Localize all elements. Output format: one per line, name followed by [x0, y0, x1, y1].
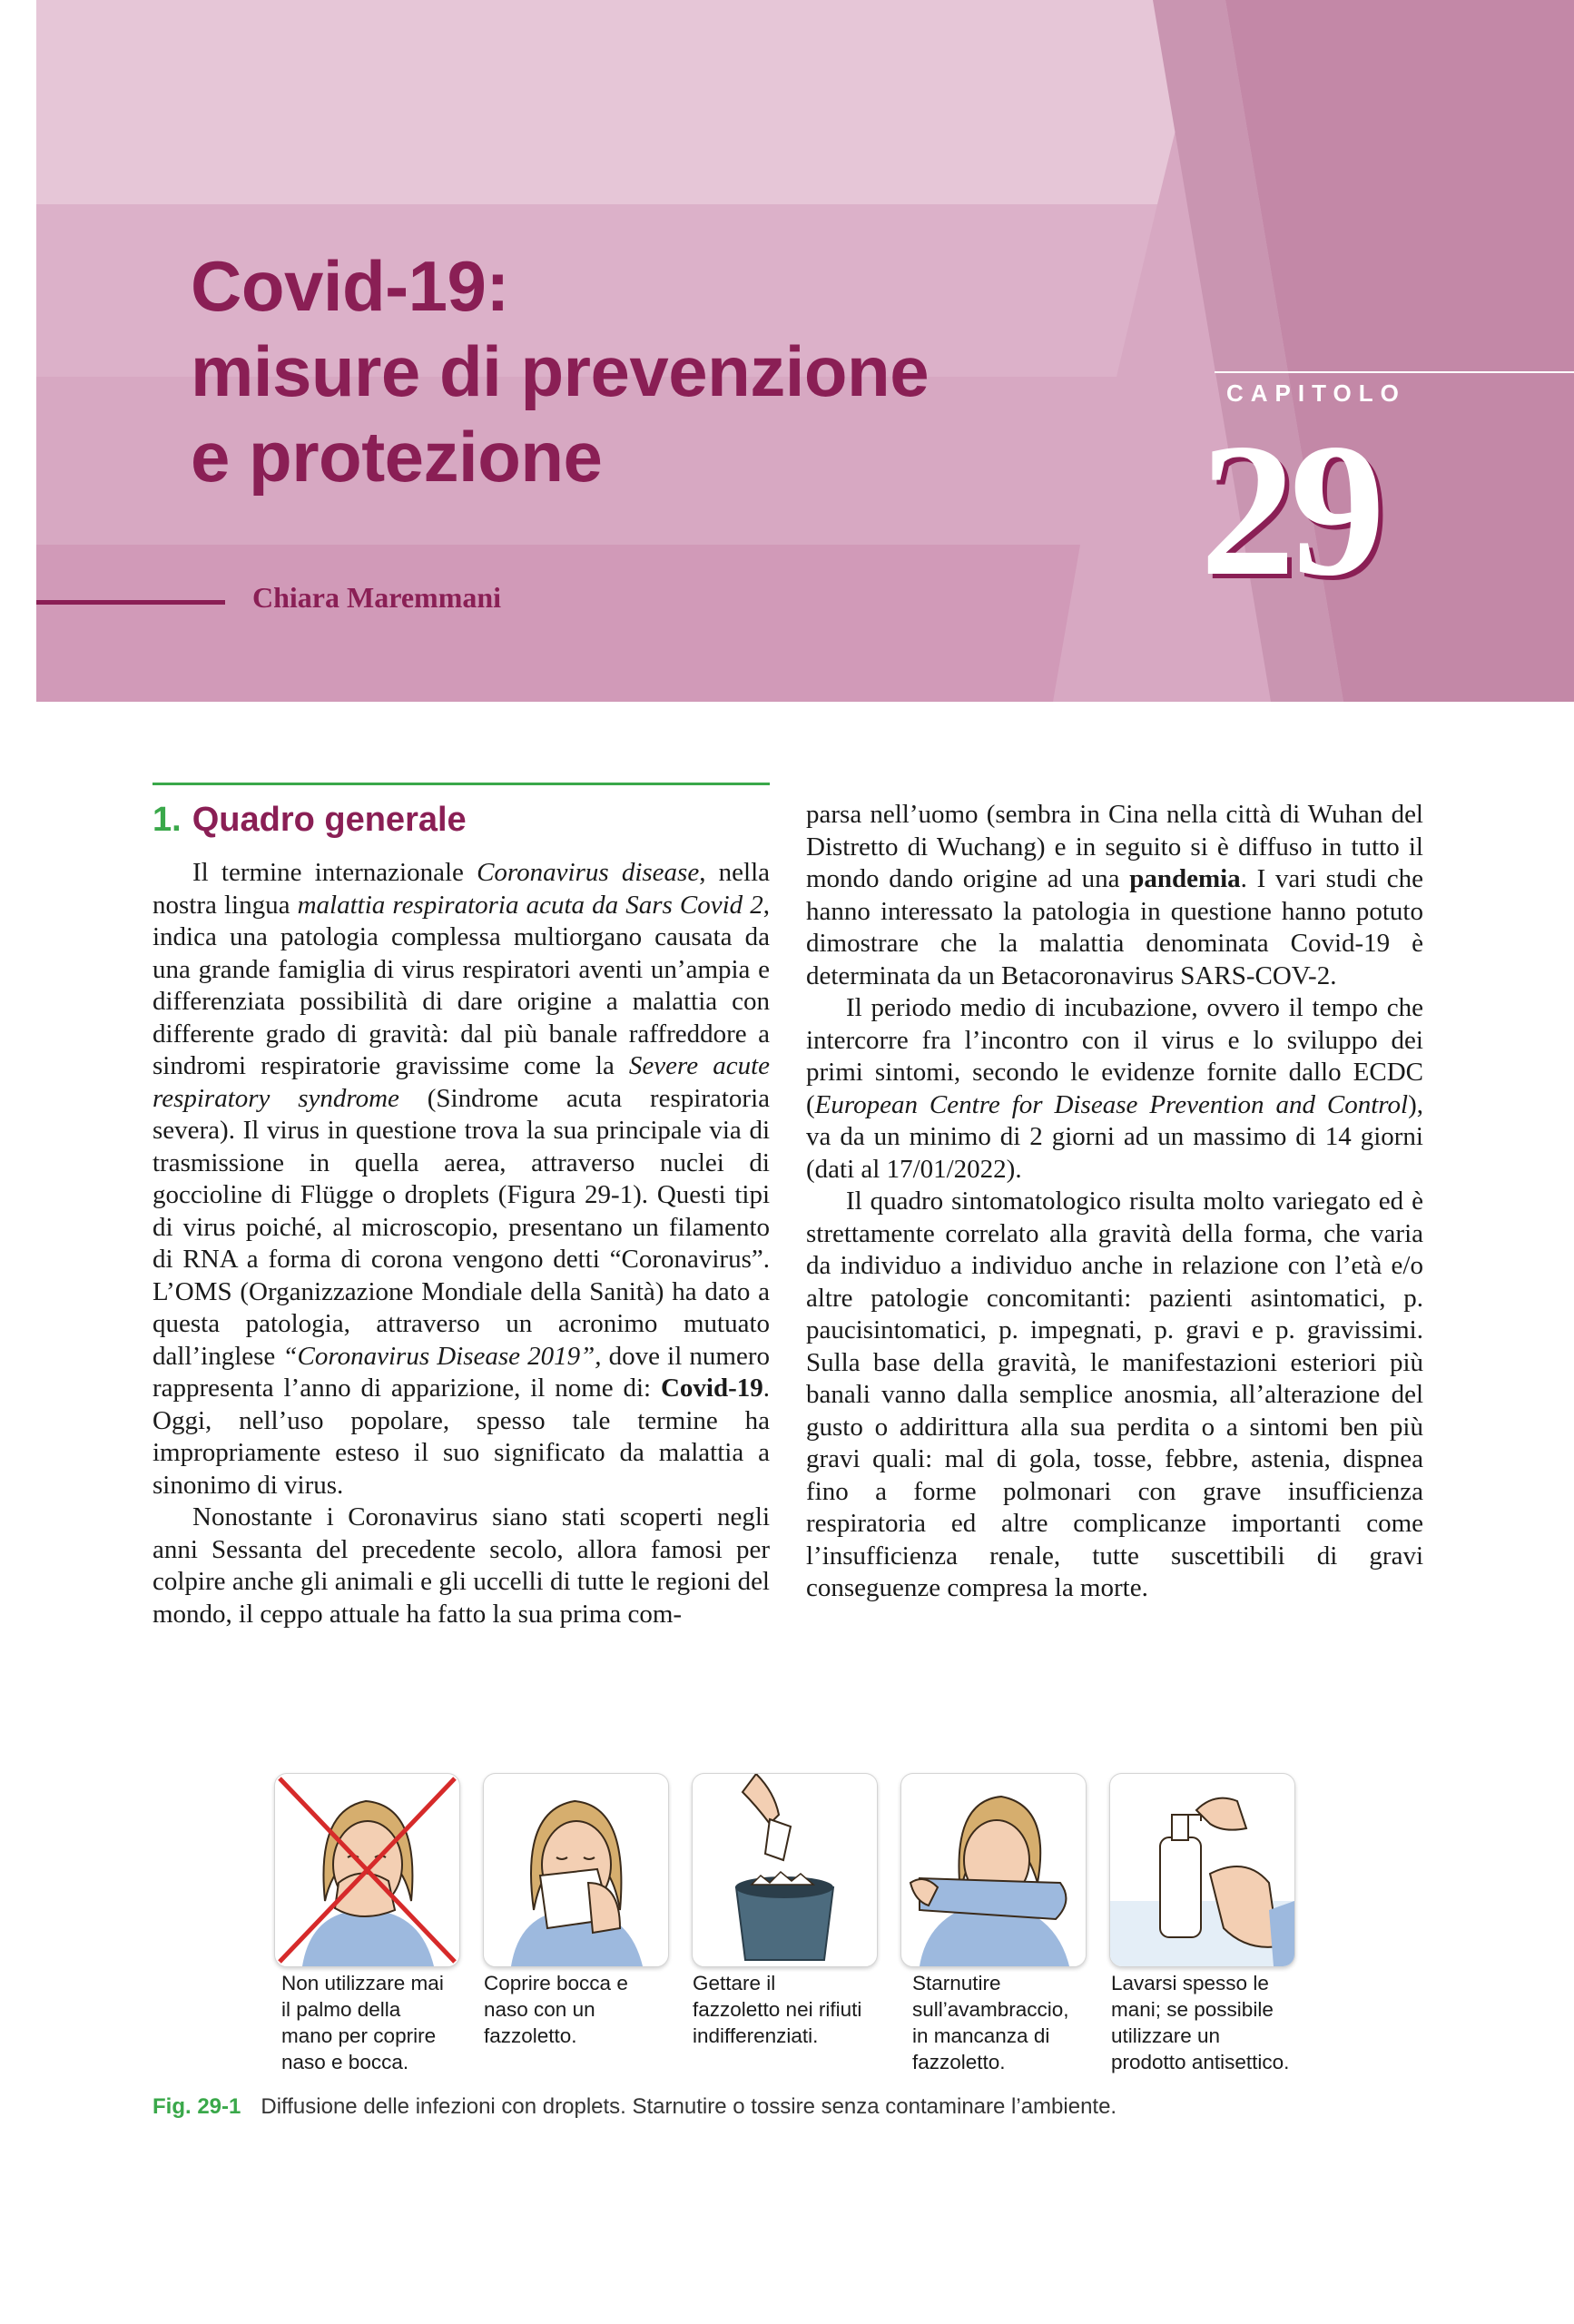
figure-panel-5	[1109, 1773, 1295, 1967]
tissue-in-bin-icon	[693, 1774, 877, 1966]
caption-line: naso e bocca.	[281, 2051, 409, 2073]
section-number: 1.	[152, 801, 182, 839]
figure-panel-1	[274, 1773, 460, 1967]
figure-panel-caption	[1111, 1970, 1306, 2075]
caption-line: naso con un	[484, 1998, 595, 2021]
paragraph: Nonostante i Coronavirus siano stati scoperti negli anni Sessanta del precedente secolo, allora famosi per colpire anche gli animali e gli uccelli di tutte le regioni del mondo, il ceppo attuale ha fatto la sua prima com-	[152, 1502, 770, 1629]
sneeze-into-elbow-icon	[901, 1774, 1086, 1966]
chapter-title	[191, 243, 929, 499]
caption-line: mani; se possibile	[1111, 1998, 1274, 2021]
chapter-title-line-2: misure di prevenzione	[191, 331, 930, 411]
caption-line: fazzoletto nei rifiuti	[693, 1998, 862, 2021]
cover-with-tissue-icon	[484, 1774, 668, 1966]
figure-panel-caption	[281, 1970, 477, 2075]
figure-panel-caption	[693, 1970, 888, 2049]
caption-line: fazzoletto.	[912, 2051, 1006, 2073]
chapter-label-rule	[1215, 371, 1574, 373]
caption-line: Non utilizzare mai	[281, 1972, 444, 1994]
figure-caption	[152, 2094, 1117, 2120]
figure-panel-4	[900, 1773, 1087, 1967]
figure-panel-3	[692, 1773, 878, 1967]
caption-line: utilizzare un	[1111, 2024, 1221, 2047]
paragraph: parsa nell’uomo (sembra in Cina nella città di Wuhan del Distretto di Wuchang) e in seguito si è diffuso in tutto il mondo dando origine ad una pandemia. I vari studi che hanno interessato la patologia in questione hanno potuto dimostrare che la malattia denominata Covid-19 è determinata da un Betacoronavirus SARS-COV-2.	[806, 800, 1423, 990]
caption-line: il palmo della	[281, 1998, 401, 2021]
chapter-title-line-3: e protezione	[191, 417, 603, 497]
caption-line: fazzoletto.	[484, 2024, 577, 2047]
figure-panel-2	[483, 1773, 669, 1967]
caption-line: Coprire bocca e	[484, 1972, 628, 1994]
section-title: Quadro generale	[192, 801, 467, 839]
chapter-number: 29	[1200, 405, 1380, 615]
figure-panel-caption	[484, 1970, 679, 2049]
caption-line: mano per coprire	[281, 2024, 437, 2047]
chapter-title-line-1: Covid-19:	[191, 246, 509, 326]
caption-line: indifferenziati.	[693, 2024, 819, 2047]
section-rule	[152, 783, 770, 785]
caption-line: Lavarsi spesso le	[1111, 1972, 1269, 1994]
section-heading	[152, 799, 770, 841]
caption-line: prodotto antisettico.	[1111, 2051, 1290, 2073]
paragraph: Il periodo medio di incubazione, ovvero il tempo che intercorre fra l’incontro con il virus e lo sviluppo dei primi sintomi, secondo le evidenze fornite dallo ECDC (European Centre for Disease Prevention and Control), va da un minimo di 2 giorni ad un massimo di 14 giorni (dati al 17/01/2022).	[806, 993, 1423, 1184]
paragraph: Il termine internazionale Coronavirus disease, nella nostra lingua malattia respiratoria acuta da Sars Covid 2, indica una patologia complessa multiorgano causata da una grande famiglia di virus respiratori aventi un’ampia e differenziata possibilità di dare origine a malattia con differente grado di gravità: dal più banale raffreddore a sindromi respiratorie gravissime come la Severe acute respiratory syndrome (Sindrome acuta respiratoria severa). Il virus in questione trova la sua principale via di trasmissione in quella aerea, attraverso nuclei di goccioline di Flügge o droplets (Figura 29-1). Questi tipi di virus poiché, al microscopio, presentano un filamento di RNA a forma di corona vengono detti “Coronavirus”. L’OMS (Organizzazione Mondiale della Sanità) ha dato a questa patologia, attraverso un acronimo mutuato dall’inglese “Coronavirus Disease 2019”, dove il numero rappresenta l’anno di apparizione, il nome di: Covid-19. Oggi, nell’uso popolare, spesso tale termine ha impropriamente esteso il suo significato da malattia a sinonimo di virus.	[152, 858, 771, 1500]
text-column-right	[806, 799, 1423, 1605]
text-column-left	[152, 799, 770, 1630]
author-rule	[36, 600, 225, 605]
figure-label: Fig. 29-1	[152, 2094, 241, 2119]
figure-panel-caption	[912, 1970, 1107, 2075]
caption-line: sull’avambraccio,	[912, 1998, 1069, 2021]
author-name: Chiara Maremmani	[252, 581, 502, 614]
hand-sanitizer-icon	[1110, 1774, 1294, 1966]
caption-line: in mancanza di	[912, 2024, 1050, 2047]
caption-line: Starnutire	[912, 1972, 1001, 1994]
chapter-label: CAPITOLO	[1226, 379, 1406, 407]
paragraph: Il quadro sintomatologico risulta molto variegato ed è strettamente correlato alla gravità della forma, che varia da individuo a individuo anche in relazione con l’età e/o altre patologie concomitanti: pazienti asintomatici, p. paucisintomatici, p. impegnati, p. gravi e p. gravissimi. Sulla base della gravità, le manifestazioni esteriori più banali vanno dalla semplice anosmia, all’alterazione del gusto o addirittura alla sua perdita o a sintomi ben più gravi quali: mal di gola, tosse, febbre, astenia, dispnea fino a forme polmonari con grave insufficienza respiratoria ed altre complicanze importanti come l’insufficienza renale, tutte suscettibili di gravi conseguenze compresa la morte.	[806, 1187, 1423, 1602]
caption-line: Gettare il	[693, 1972, 776, 1994]
cough-into-palm-crossed-icon	[275, 1774, 459, 1966]
figure-caption-text: Diffusione delle infezioni con droplets. Starnutire o tossire senza contaminare l’ambiente.	[261, 2094, 1117, 2119]
